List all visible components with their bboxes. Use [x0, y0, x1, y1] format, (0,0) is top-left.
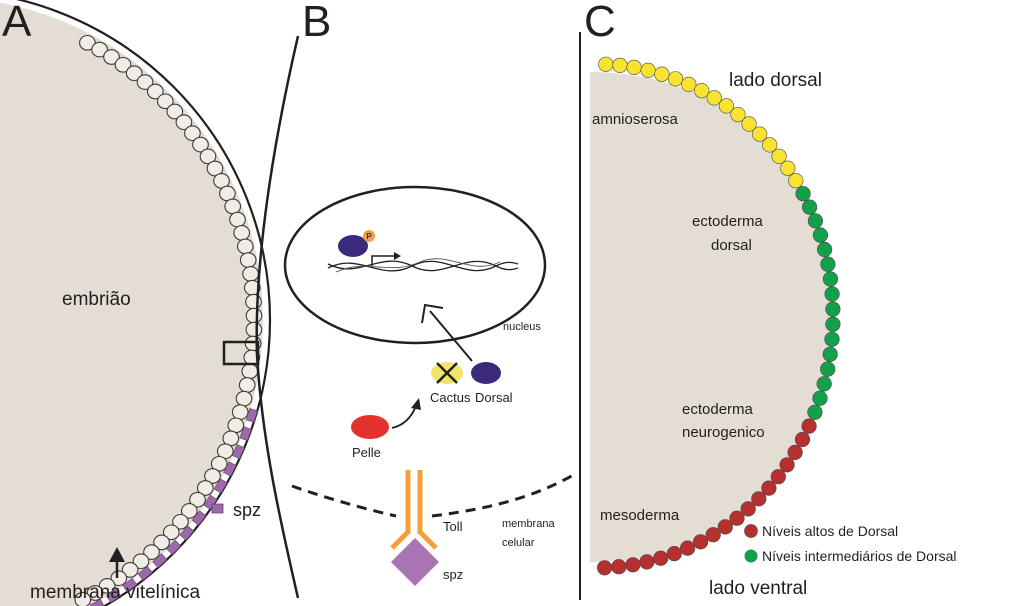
- cell-membrane-left: [292, 486, 396, 516]
- neurogenic-ectoderm-cell: [821, 257, 836, 272]
- dorsal-ectoderm-cell: [694, 83, 709, 98]
- mesoderm-cell: [706, 527, 721, 542]
- dorsal-ectoderm-cell: [599, 57, 614, 72]
- neurogenic-ectoderm-cell: [825, 332, 840, 347]
- neurogenic-ectoderm-cell: [823, 272, 838, 287]
- neurogenic-ectoderm-cell: [813, 391, 828, 406]
- neurogenic-ectoderm-cell: [823, 347, 838, 362]
- blastoderm-nucleus: [246, 308, 262, 323]
- mesoderm-cell: [667, 546, 682, 561]
- vitelline-label: membrana vitelínica: [30, 582, 201, 603]
- cactus-label: Cactus: [430, 390, 471, 405]
- neurogenic-ectoderm-cell: [825, 287, 840, 302]
- blastoderm-nucleus: [239, 378, 255, 393]
- embryo-cytoplasm: [0, 0, 263, 606]
- dorsal-ectoderm-cell: [641, 63, 656, 78]
- embryo-half-cytoplasm: [590, 72, 835, 562]
- dorsal-ectoderm-cell: [668, 72, 683, 87]
- spz-legend-square: [212, 504, 223, 513]
- spz-legend-label: spz: [233, 500, 262, 520]
- nuclear-import-arrow: [422, 305, 472, 361]
- mesoderm-cell: [693, 535, 708, 550]
- cell-membrane-right: [432, 474, 575, 516]
- neurogenic-ectoderm-cell: [808, 405, 823, 420]
- mesoderm-cell: [795, 432, 810, 447]
- legend-high-label: Níveis altos de Dorsal: [762, 523, 899, 539]
- mesoderm-cell: [788, 445, 803, 460]
- legend-high-dorsal: [745, 523, 899, 539]
- blastoderm-nucleus: [228, 418, 244, 433]
- blastoderm-nucleus: [225, 199, 241, 214]
- legend-high-swatch: [745, 525, 758, 538]
- blastoderm-nucleus: [246, 294, 262, 309]
- amnioserosa-label: amnioserosa: [592, 111, 678, 128]
- panel-c: [584, 0, 957, 599]
- neurogenic-ectoderm-cell: [826, 302, 841, 317]
- dorsal-ectoderm-cell: [762, 138, 777, 153]
- blastoderm-nucleus: [243, 267, 259, 282]
- blastoderm-nucleus: [232, 405, 248, 420]
- neurogenic-ectoderm-cell: [817, 377, 832, 392]
- mesoderm-cell: [640, 555, 655, 570]
- ecto-neuro-line2: neurogenico: [682, 424, 765, 441]
- pelle-shape: [351, 415, 389, 439]
- dorsal-label: Dorsal: [475, 390, 513, 405]
- spz-label-b: spz: [443, 567, 464, 582]
- mesoderm-cell: [771, 469, 786, 484]
- legend-intermediate-swatch: [745, 550, 758, 563]
- legend-intermediate-label: Níveis intermediários de Dorsal: [762, 548, 957, 564]
- mesoderma-label: mesoderma: [600, 507, 680, 524]
- neurogenic-ectoderm-cell: [826, 317, 841, 332]
- panel-c-letter: C: [584, 0, 616, 46]
- blastoderm-nucleus: [242, 364, 258, 379]
- toll-receptor: [392, 470, 436, 548]
- pelle-label: Pelle: [352, 445, 381, 460]
- blastoderm-nucleus: [238, 239, 254, 254]
- neurogenic-ectoderm-cell: [817, 242, 832, 257]
- mesoderm-cell: [802, 419, 817, 434]
- mesoderm-cell: [626, 558, 641, 573]
- blastoderm-nucleus: [240, 253, 256, 268]
- membrane-label-line1: membrana: [502, 518, 555, 530]
- dorsal-ectoderm-cell: [682, 77, 697, 92]
- mesoderm-cell: [653, 551, 668, 566]
- embryo-label: embrião: [62, 289, 131, 310]
- pelle-to-cactus-arrow: [392, 398, 421, 428]
- dorsal-side-label: lado dorsal: [729, 70, 822, 91]
- dorsal-ectoderm-cell: [707, 91, 722, 106]
- dorsal-ectoderm-cell: [613, 58, 628, 73]
- panel-a-letter: A: [2, 0, 32, 46]
- blastoderm-nucleus: [230, 212, 246, 227]
- dorsal-ectoderm-cell: [789, 173, 804, 188]
- neurogenic-ectoderm-cell: [796, 186, 811, 201]
- neurogenic-ectoderm-cell: [813, 228, 828, 243]
- blastoderm-nucleus: [246, 322, 262, 337]
- membrane-label-line2: celular: [502, 537, 535, 549]
- neurogenic-ectoderm-cell: [808, 214, 823, 229]
- ventral-side-label: lado ventral: [709, 578, 808, 599]
- panel-a: [0, 0, 270, 606]
- mesoderm-cell: [597, 561, 612, 576]
- nucleus-label: nucleus: [503, 321, 541, 333]
- dorsal-ectoderm-cell: [655, 67, 670, 82]
- dorsal-shape: [471, 362, 501, 384]
- blastoderm-nucleus: [234, 226, 250, 241]
- neurogenic-ectoderm-cell: [820, 362, 835, 377]
- legend-intermediate-dorsal: [745, 548, 957, 564]
- neurogenic-ectoderm-cell: [802, 200, 817, 215]
- panel-b: [285, 0, 575, 586]
- toll-label: Toll: [443, 519, 463, 534]
- mesoderm-cell: [780, 458, 795, 473]
- blastoderm-nucleus: [236, 391, 252, 406]
- dorsal-ectoderm-cell: [627, 60, 642, 75]
- panel-b-letter: B: [302, 0, 332, 46]
- ecto-neuro-line1: ectoderma: [682, 401, 753, 418]
- phosphate-label: P: [366, 232, 372, 241]
- dorsal-ectoderm-cell: [781, 161, 796, 176]
- dna-strands: [328, 259, 518, 272]
- ecto-dorsal-line1: ectoderma: [692, 213, 763, 230]
- ecto-dorsal-line2: dorsal: [711, 237, 752, 254]
- dorsal-ectoderm-cell: [772, 149, 787, 164]
- mesoderm-cell: [680, 541, 695, 556]
- mesoderm-cell: [612, 559, 627, 574]
